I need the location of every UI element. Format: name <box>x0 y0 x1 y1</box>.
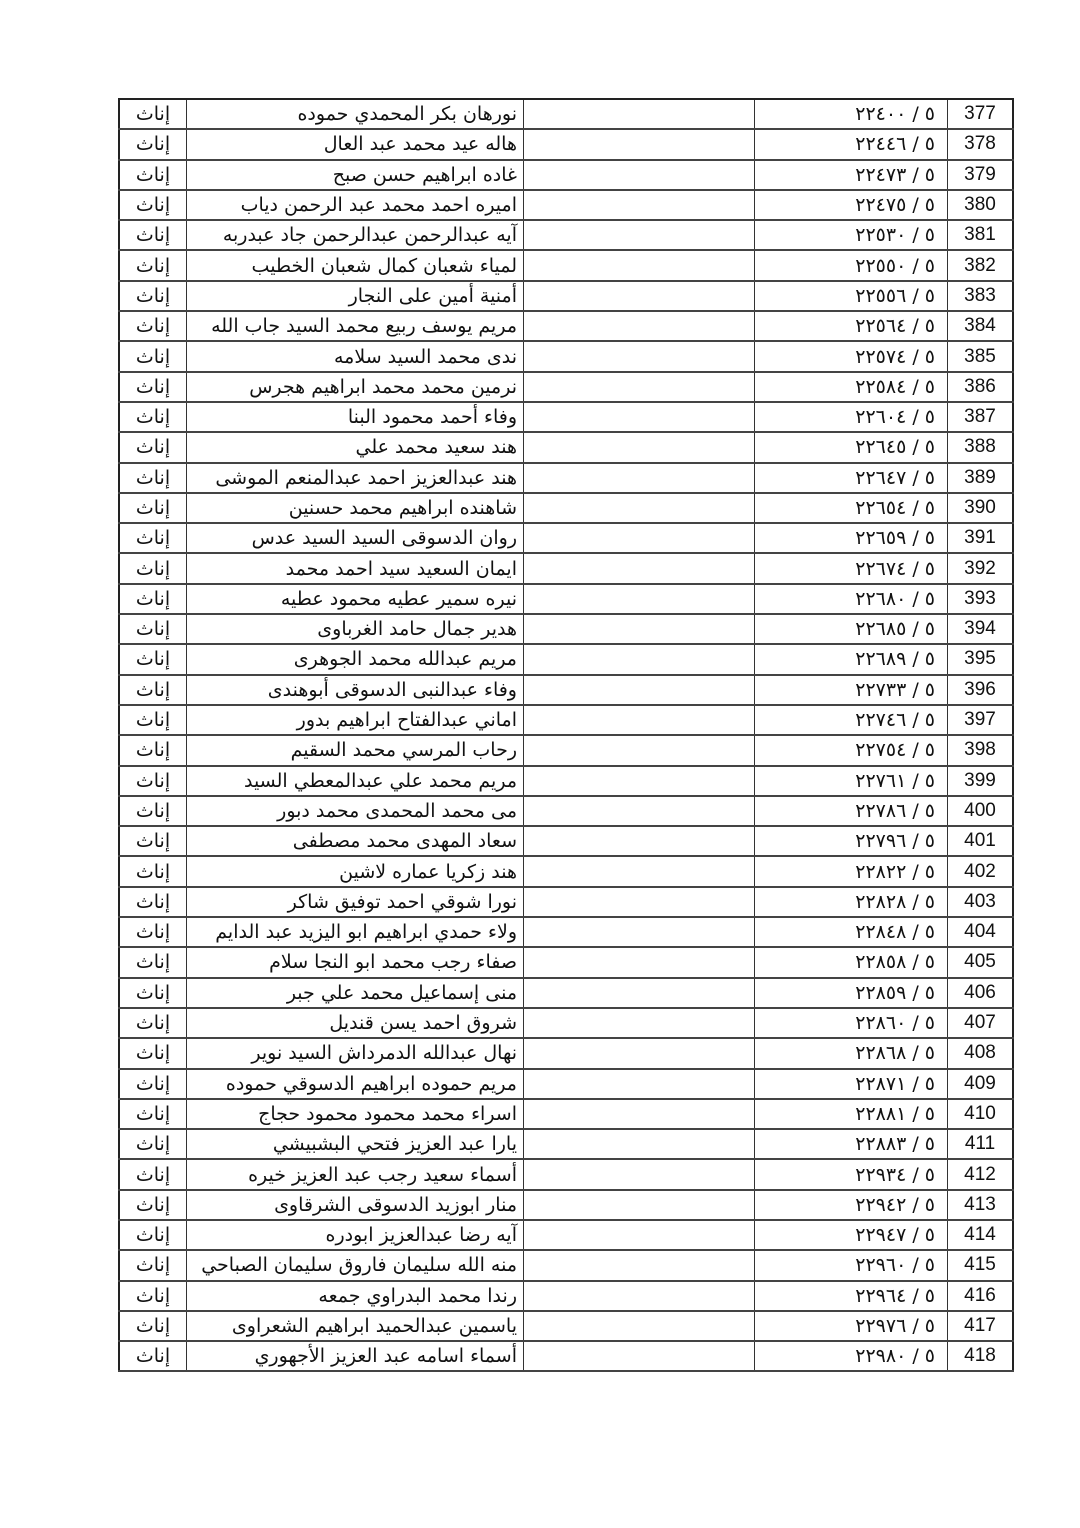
seat-code-cell: ٥ / ٢٢٧٩٦ <box>755 826 948 856</box>
table-row <box>119 856 1013 886</box>
row-number-cell: 411 <box>948 1129 1014 1159</box>
row-number-cell: 378 <box>948 129 1014 159</box>
seat-code-cell: ٥ / ٢٢٩٤٧ <box>755 1220 948 1250</box>
table-row <box>119 978 1013 1008</box>
row-number-cell: 389 <box>948 463 1014 493</box>
row-number-cell: 387 <box>948 402 1014 432</box>
gender-cell: إناث <box>119 341 187 371</box>
gender-cell: إناث <box>119 947 187 977</box>
name-cell: اماني عبدالفتاح ابراهيم بدور <box>187 705 524 735</box>
seat-code-cell: ٥ / ٢٢٨٦٠ <box>755 1008 948 1038</box>
name-cell: مى محمد المحمدى محمد دبور <box>187 796 524 826</box>
gender-cell: إناث <box>119 1099 187 1129</box>
name-cell: اميره احمد محمد عبد الرحمن دياب <box>187 190 524 220</box>
table-row <box>119 1038 1013 1068</box>
blank-cell <box>524 978 755 1008</box>
name-cell: مريم يوسف ربيع محمد السيد جاب الله <box>187 311 524 341</box>
name-cell: نورا شوقي احمد توفيق شاكر <box>187 887 524 917</box>
seat-code-cell: ٥ / ٢٢٩٣٤ <box>755 1159 948 1189</box>
table-row <box>119 463 1013 493</box>
name-cell: يارا عبد العزيز فتحي البشبيشي <box>187 1129 524 1159</box>
blank-cell <box>524 1311 755 1341</box>
gender-cell: إناث <box>119 463 187 493</box>
seat-code-cell: ٥ / ٢٢٨٥٩ <box>755 978 948 1008</box>
roster-table <box>118 98 1014 1372</box>
table-row <box>119 1099 1013 1129</box>
gender-cell: إناث <box>119 735 187 765</box>
table-row <box>119 220 1013 250</box>
table-row <box>119 735 1013 765</box>
seat-code-cell: ٥ / ٢٢٨٧١ <box>755 1069 948 1099</box>
name-cell: شروق احمد يسن قنديل <box>187 1008 524 1038</box>
seat-code-cell: ٥ / ٢٢٦٠٤ <box>755 402 948 432</box>
blank-cell <box>524 1129 755 1159</box>
seat-code-cell: ٥ / ٢٢٦٨٠ <box>755 584 948 614</box>
table-row <box>119 493 1013 523</box>
name-cell: نيره سمير عطيه محمود عطيه <box>187 584 524 614</box>
row-number-cell: 377 <box>948 99 1014 129</box>
table-row <box>119 1281 1013 1311</box>
blank-cell <box>524 432 755 462</box>
gender-cell: إناث <box>119 402 187 432</box>
seat-code-cell: ٥ / ٢٢٩٨٠ <box>755 1341 948 1371</box>
table-row <box>119 796 1013 826</box>
name-cell: نرمين محمد محمد ابراهيم هجرس <box>187 372 524 402</box>
row-number-cell: 386 <box>948 372 1014 402</box>
table-row <box>119 250 1013 280</box>
blank-cell <box>524 1341 755 1371</box>
table-row <box>119 553 1013 583</box>
name-cell: نهال عبدالله الدمرداش السيد نوير <box>187 1038 524 1068</box>
gender-cell: إناث <box>119 1341 187 1371</box>
seat-code-cell: ٥ / ٢٢٩٧٦ <box>755 1311 948 1341</box>
gender-cell: إناث <box>119 614 187 644</box>
gender-cell: إناث <box>119 1250 187 1280</box>
gender-cell: إناث <box>119 160 187 190</box>
row-number-cell: 398 <box>948 735 1014 765</box>
seat-code-cell: ٥ / ٢٢٦٤٥ <box>755 432 948 462</box>
name-cell: غاده ابراهيم حسن صبح <box>187 160 524 190</box>
seat-code-cell: ٥ / ٢٢٥٣٠ <box>755 220 948 250</box>
table-row <box>119 887 1013 917</box>
table-row <box>119 614 1013 644</box>
name-cell: هند زكريا عماره لاشين <box>187 856 524 886</box>
gender-cell: إناث <box>119 1038 187 1068</box>
blank-cell <box>524 553 755 583</box>
name-cell: مريم عبدالله محمد الجوهرى <box>187 644 524 674</box>
name-cell: مريم حموده ابراهيم الدسوقي حموده <box>187 1069 524 1099</box>
blank-cell <box>524 311 755 341</box>
seat-code-cell: ٥ / ٢٢٤٤٦ <box>755 129 948 159</box>
blank-cell <box>524 463 755 493</box>
blank-cell <box>524 493 755 523</box>
blank-cell <box>524 250 755 280</box>
row-number-cell: 403 <box>948 887 1014 917</box>
name-cell: مريم محمد علي عبدالمعطي السيد <box>187 766 524 796</box>
table-row <box>119 947 1013 977</box>
row-number-cell: 409 <box>948 1069 1014 1099</box>
seat-code-cell: ٥ / ٢٢٧٨٦ <box>755 796 948 826</box>
row-number-cell: 400 <box>948 796 1014 826</box>
table-row <box>119 1250 1013 1280</box>
blank-cell <box>524 160 755 190</box>
row-number-cell: 390 <box>948 493 1014 523</box>
seat-code-cell: ٥ / ٢٢٦٤٧ <box>755 463 948 493</box>
row-number-cell: 405 <box>948 947 1014 977</box>
row-number-cell: 404 <box>948 917 1014 947</box>
table-row <box>119 190 1013 220</box>
blank-cell <box>524 644 755 674</box>
blank-cell <box>524 705 755 735</box>
seat-code-cell: ٥ / ٢٢٦٥٩ <box>755 523 948 553</box>
blank-cell <box>524 887 755 917</box>
seat-code-cell: ٥ / ٢٢٥٥٦ <box>755 281 948 311</box>
row-number-cell: 407 <box>948 1008 1014 1038</box>
row-number-cell: 417 <box>948 1311 1014 1341</box>
blank-cell <box>524 1069 755 1099</box>
table-row <box>119 766 1013 796</box>
table-row <box>119 523 1013 553</box>
row-number-cell: 415 <box>948 1250 1014 1280</box>
gender-cell: إناث <box>119 675 187 705</box>
name-cell: آيه عبدالرحمن عبدالرحمن جاد عبدربه <box>187 220 524 250</box>
name-cell: ولاء حمدي ابراهيم ابو اليزيد عبد الدايم <box>187 917 524 947</box>
seat-code-cell: ٥ / ٢٢٦٨٥ <box>755 614 948 644</box>
row-number-cell: 380 <box>948 190 1014 220</box>
seat-code-cell: ٥ / ٢٢٤٠٠ <box>755 99 948 129</box>
gender-cell: إناث <box>119 99 187 129</box>
row-number-cell: 381 <box>948 220 1014 250</box>
seat-code-cell: ٥ / ٢٢٨٤٨ <box>755 917 948 947</box>
gender-cell: إناث <box>119 978 187 1008</box>
name-cell: منى إسماعيل محمد علي جبر <box>187 978 524 1008</box>
name-cell: نورهان بكر المحمدي حموده <box>187 99 524 129</box>
seat-code-cell: ٥ / ٢٢٧٥٤ <box>755 735 948 765</box>
row-number-cell: 401 <box>948 826 1014 856</box>
blank-cell <box>524 735 755 765</box>
seat-code-cell: ٥ / ٢٢٩٦٤ <box>755 1281 948 1311</box>
row-number-cell: 397 <box>948 705 1014 735</box>
seat-code-cell: ٥ / ٢٢٨٨٣ <box>755 1129 948 1159</box>
row-number-cell: 406 <box>948 978 1014 1008</box>
table-row <box>119 129 1013 159</box>
seat-code-cell: ٥ / ٢٢٦٨٩ <box>755 644 948 674</box>
table-row <box>119 1129 1013 1159</box>
gender-cell: إناث <box>119 1129 187 1159</box>
gender-cell: إناث <box>119 281 187 311</box>
row-number-cell: 412 <box>948 1159 1014 1189</box>
blank-cell <box>524 1159 755 1189</box>
seat-code-cell: ٥ / ٢٢٥٨٤ <box>755 372 948 402</box>
row-number-cell: 382 <box>948 250 1014 280</box>
seat-code-cell: ٥ / ٢٢٤٧٥ <box>755 190 948 220</box>
name-cell: وفاء أحمد محمود البنا <box>187 402 524 432</box>
gender-cell: إناث <box>119 129 187 159</box>
gender-cell: إناث <box>119 372 187 402</box>
table-row <box>119 1341 1013 1371</box>
gender-cell: إناث <box>119 705 187 735</box>
blank-cell <box>524 341 755 371</box>
seat-code-cell: ٥ / ٢٢٦٥٤ <box>755 493 948 523</box>
seat-code-cell: ٥ / ٢٢٩٤٢ <box>755 1190 948 1220</box>
blank-cell <box>524 675 755 705</box>
gender-cell: إناث <box>119 917 187 947</box>
seat-code-cell: ٥ / ٢٢٦٧٤ <box>755 553 948 583</box>
row-number-cell: 410 <box>948 1099 1014 1129</box>
name-cell: هند سعيد محمد علي <box>187 432 524 462</box>
gender-cell: إناث <box>119 553 187 583</box>
name-cell: رندا محمد البدراوي جمعه <box>187 1281 524 1311</box>
gender-cell: إناث <box>119 1159 187 1189</box>
gender-cell: إناث <box>119 523 187 553</box>
table-row <box>119 311 1013 341</box>
row-number-cell: 416 <box>948 1281 1014 1311</box>
row-number-cell: 399 <box>948 766 1014 796</box>
gender-cell: إناث <box>119 1220 187 1250</box>
name-cell: أسماء سعيد رجب عبد العزيز خيره <box>187 1159 524 1189</box>
row-number-cell: 395 <box>948 644 1014 674</box>
blank-cell <box>524 614 755 644</box>
row-number-cell: 413 <box>948 1190 1014 1220</box>
seat-code-cell: ٥ / ٢٢٧٤٦ <box>755 705 948 735</box>
gender-cell: إناث <box>119 1190 187 1220</box>
blank-cell <box>524 766 755 796</box>
row-number-cell: 393 <box>948 584 1014 614</box>
table-row <box>119 675 1013 705</box>
row-number-cell: 414 <box>948 1220 1014 1250</box>
seat-code-cell: ٥ / ٢٢٤٧٣ <box>755 160 948 190</box>
blank-cell <box>524 372 755 402</box>
name-cell: سعاد المهدى محمد مصطفى <box>187 826 524 856</box>
gender-cell: إناث <box>119 1311 187 1341</box>
table-row <box>119 1159 1013 1189</box>
table-row <box>119 1190 1013 1220</box>
name-cell: لمياء شعبان كمال شعبان الخطيب <box>187 250 524 280</box>
row-number-cell: 384 <box>948 311 1014 341</box>
blank-cell <box>524 1220 755 1250</box>
blank-cell <box>524 1250 755 1280</box>
blank-cell <box>524 129 755 159</box>
table-row <box>119 584 1013 614</box>
gender-cell: إناث <box>119 644 187 674</box>
row-number-cell: 379 <box>948 160 1014 190</box>
row-number-cell: 402 <box>948 856 1014 886</box>
gender-cell: إناث <box>119 766 187 796</box>
seat-code-cell: ٥ / ٢٢٥٧٤ <box>755 341 948 371</box>
seat-code-cell: ٥ / ٢٢٥٦٤ <box>755 311 948 341</box>
table-row <box>119 341 1013 371</box>
name-cell: آيه رضا عبدالعزيز ابودره <box>187 1220 524 1250</box>
gender-cell: إناث <box>119 1008 187 1038</box>
name-cell: أسماء اسامه عبد العزيز الأجهوري <box>187 1341 524 1371</box>
row-number-cell: 388 <box>948 432 1014 462</box>
blank-cell <box>524 281 755 311</box>
name-cell: شاهنده ابراهيم محمد حسنين <box>187 493 524 523</box>
blank-cell <box>524 826 755 856</box>
table-row <box>119 1311 1013 1341</box>
row-number-cell: 391 <box>948 523 1014 553</box>
roster-body <box>119 99 1013 1371</box>
seat-code-cell: ٥ / ٢٢٨٢٢ <box>755 856 948 886</box>
seat-code-cell: ٥ / ٢٢٩٦٠ <box>755 1250 948 1280</box>
row-number-cell: 383 <box>948 281 1014 311</box>
seat-code-cell: ٥ / ٢٢٥٥٠ <box>755 250 948 280</box>
name-cell: هند عبدالعزيز احمد عبدالمنعم الموشى <box>187 463 524 493</box>
blank-cell <box>524 1008 755 1038</box>
blank-cell <box>524 1038 755 1068</box>
table-row <box>119 372 1013 402</box>
name-cell: منه الله سليمان فاروق سليمان الصباحي <box>187 1250 524 1280</box>
name-cell: رحاب المرسي محمد السقيم <box>187 735 524 765</box>
table-row <box>119 917 1013 947</box>
blank-cell <box>524 523 755 553</box>
seat-code-cell: ٥ / ٢٢٨٥٨ <box>755 947 948 977</box>
table-row <box>119 705 1013 735</box>
blank-cell <box>524 99 755 129</box>
name-cell: اسراء محمد محمود محمود حجاج <box>187 1099 524 1129</box>
table-row <box>119 644 1013 674</box>
name-cell: وفاء عبدالنبى الدسوقى أبوهندى <box>187 675 524 705</box>
table-row <box>119 281 1013 311</box>
gender-cell: إناث <box>119 250 187 280</box>
blank-cell <box>524 190 755 220</box>
roster-sheet <box>118 98 996 1372</box>
name-cell: صفاء رجب محمد ابو النجا سلام <box>187 947 524 977</box>
blank-cell <box>524 402 755 432</box>
row-number-cell: 408 <box>948 1038 1014 1068</box>
name-cell: روان الدسوقى السيد السيد عدس <box>187 523 524 553</box>
table-row <box>119 99 1013 129</box>
name-cell: ياسمين عبدالحميد ابراهيم الشعراوى <box>187 1311 524 1341</box>
blank-cell <box>524 584 755 614</box>
blank-cell <box>524 1281 755 1311</box>
row-number-cell: 385 <box>948 341 1014 371</box>
table-row <box>119 432 1013 462</box>
blank-cell <box>524 1190 755 1220</box>
table-row <box>119 1220 1013 1250</box>
gender-cell: إناث <box>119 1069 187 1099</box>
gender-cell: إناث <box>119 856 187 886</box>
gender-cell: إناث <box>119 493 187 523</box>
gender-cell: إناث <box>119 311 187 341</box>
gender-cell: إناث <box>119 1281 187 1311</box>
seat-code-cell: ٥ / ٢٢٧٣٣ <box>755 675 948 705</box>
table-row <box>119 826 1013 856</box>
gender-cell: إناث <box>119 190 187 220</box>
name-cell: ايمان السعيد سيد احمد محمد <box>187 553 524 583</box>
row-number-cell: 396 <box>948 675 1014 705</box>
gender-cell: إناث <box>119 826 187 856</box>
gender-cell: إناث <box>119 220 187 250</box>
table-row <box>119 402 1013 432</box>
seat-code-cell: ٥ / ٢٢٨٢٨ <box>755 887 948 917</box>
name-cell: أمنية أمين على النجار <box>187 281 524 311</box>
seat-code-cell: ٥ / ٢٢٨٨١ <box>755 1099 948 1129</box>
gender-cell: إناث <box>119 796 187 826</box>
name-cell: ندى محمد السيد سلامه <box>187 341 524 371</box>
gender-cell: إناث <box>119 887 187 917</box>
name-cell: هاله عيد محمد عبد العال <box>187 129 524 159</box>
table-row <box>119 160 1013 190</box>
row-number-cell: 394 <box>948 614 1014 644</box>
name-cell: منار ابوزيد الدسوقى الشرقاوى <box>187 1190 524 1220</box>
blank-cell <box>524 220 755 250</box>
seat-code-cell: ٥ / ٢٢٧٦١ <box>755 766 948 796</box>
seat-code-cell: ٥ / ٢٢٨٦٨ <box>755 1038 948 1068</box>
row-number-cell: 392 <box>948 553 1014 583</box>
table-row <box>119 1069 1013 1099</box>
gender-cell: إناث <box>119 432 187 462</box>
row-number-cell: 418 <box>948 1341 1014 1371</box>
gender-cell: إناث <box>119 584 187 614</box>
blank-cell <box>524 856 755 886</box>
table-row <box>119 1008 1013 1038</box>
blank-cell <box>524 796 755 826</box>
blank-cell <box>524 947 755 977</box>
name-cell: هدير جمال حامد الغرباوى <box>187 614 524 644</box>
blank-cell <box>524 1099 755 1129</box>
blank-cell <box>524 917 755 947</box>
